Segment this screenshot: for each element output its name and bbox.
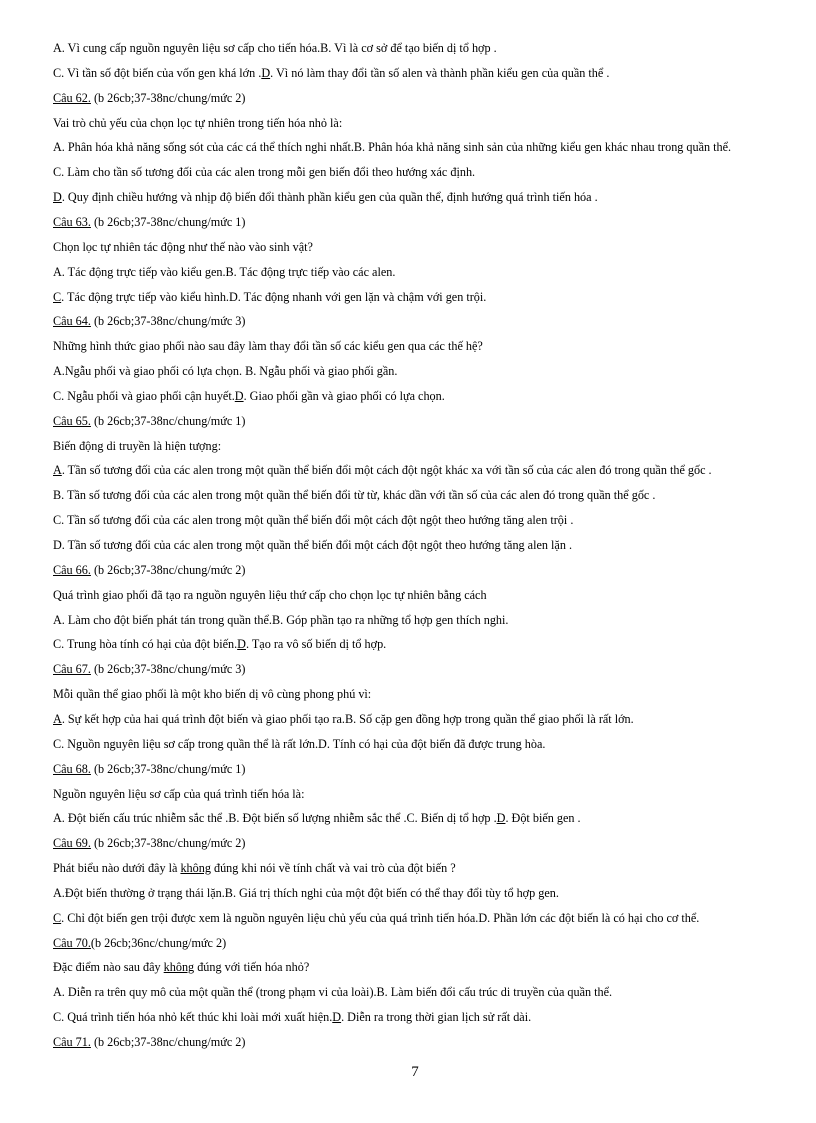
line-text: (b 26cb;37-38nc/chung/mức 3) <box>90 314 246 329</box>
line-text: (b 26cb;37-38nc/chung/mức 1) <box>90 761 246 776</box>
line-text: A. Diễn ra trên quy mô của một quần thể (trong phạm vi của loài).B. Làm biến đổi cấu trúc di truyền của quần thể. <box>53 985 613 1000</box>
text-line <box>53 835 245 851</box>
line-text: đúng khi nói về tính chất và vai trò của đột biến ? <box>210 861 456 876</box>
line-text: (b 26cb;37-38nc/chung/mức 2) <box>90 836 246 851</box>
line-text: (b 26cb;37-38nc/chung/mức 2) <box>90 90 246 105</box>
text-line <box>53 239 313 255</box>
text-line <box>53 90 245 106</box>
line-text: . Chỉ đột biến gen trội được xem là nguồn nguyên liệu chủ yếu của quá trình tiến hóa.D. Phần lớn các đột biến là có hại cho cơ thể. <box>61 910 700 925</box>
text-line <box>53 40 497 56</box>
text-line <box>53 487 655 503</box>
line-text: A. Phân hóa khả năng sống sót của các cá thể thích nghi nhất.B. Phân hóa khả năng sinh sản của những kiểu gen khác nhau trong quần thể. <box>53 140 732 155</box>
underlined-text: D <box>237 637 246 652</box>
line-text: Biến động di truyền là hiện tượng: <box>53 438 222 453</box>
line-text: C. Vì tần số đột biến của vốn gen khá lớn . <box>53 65 262 80</box>
underlined-text: D <box>496 811 506 826</box>
underlined-text: Câu 65. <box>53 413 91 428</box>
text-line <box>53 711 634 727</box>
underlined-text: D <box>53 190 62 205</box>
text-line <box>53 686 371 702</box>
line-text: C. Nguồn nguyên liệu sơ cấp trong quần thể là rất lớn.D. Tính có hại của đột biến đã được trung hòa. <box>53 736 546 751</box>
page-number: 7 <box>411 1064 419 1080</box>
line-text: . Đột biến gen . <box>505 811 581 826</box>
text-line <box>53 512 573 528</box>
underlined-text: Câu 69. <box>53 836 91 851</box>
text-line <box>53 65 609 81</box>
line-text: . Giao phối gần và giao phối có lựa chọn. <box>243 388 445 403</box>
line-text: . Vì nó làm thay đổi tần số alen và thành phần kiểu gen của quần thể . <box>270 65 610 80</box>
line-text: (b 26cb;37-38nc/chung/mức 1) <box>90 214 246 229</box>
text-line <box>53 388 445 404</box>
text-line <box>53 910 699 926</box>
underlined-text: Câu 67. <box>53 662 91 677</box>
line-text: C. Ngẫu phối và giao phối cận huyết. <box>53 388 235 403</box>
text-line <box>53 935 226 951</box>
line-text: . Sự kết hợp của hai quá trình đột biến và giao phối tạo ra.B. Số cặp gen đồng hợp trong quần thể giao phối là rất lớn. <box>61 711 634 726</box>
text-line <box>53 139 731 155</box>
line-text: Đặc điểm nào sau đây <box>53 960 164 975</box>
text-line <box>53 338 483 354</box>
underlined-text: C <box>53 289 62 304</box>
line-text: A. Làm cho đột biến phát tán trong quần thể.B. Góp phần tạo ra những tổ hợp gen thích nghi. <box>53 612 509 627</box>
underlined-text: không <box>180 861 211 876</box>
text-line <box>53 810 581 826</box>
line-text: A.Ngẫu phối và giao phối có lựa chọn. B. Ngẫu phối và giao phối gần. <box>53 364 398 379</box>
text-line <box>53 413 245 429</box>
text-line <box>53 1009 531 1025</box>
text-line <box>53 115 342 131</box>
line-text: Nguồn nguyên liệu sơ cấp của quá trình tiến hóa là: <box>53 786 305 801</box>
text-line <box>53 636 386 652</box>
underlined-text: D <box>234 388 244 403</box>
text-line <box>53 587 487 603</box>
text-line <box>53 214 245 230</box>
line-text: Mỗi quần thể giao phối là một kho biến dị vô cùng phong phú vì: <box>53 687 372 702</box>
text-line <box>53 363 397 379</box>
underlined-text: Câu 64. <box>53 314 91 329</box>
line-text: (b 26cb;37-38nc/chung/mức 2) <box>90 1035 246 1049</box>
line-text: . Diễn ra trong thời gian lịch sử rất dài. <box>341 1010 532 1025</box>
text-line <box>53 562 245 578</box>
line-text: A. Tác động trực tiếp vào kiểu gen.B. Tác động trực tiếp vào các alen. <box>53 264 396 279</box>
underlined-text: Câu 70. <box>53 935 91 950</box>
line-text: C. Quá trình tiến hóa nhỏ kết thúc khi loài mới xuất hiện. <box>53 1010 333 1025</box>
underlined-text: không <box>163 960 195 975</box>
underlined-text: Câu 62. <box>53 90 91 105</box>
underlined-text: Câu 71. <box>53 1035 91 1049</box>
underlined-text: Câu 63. <box>53 214 91 229</box>
text-line <box>53 959 309 975</box>
line-text: (b 26cb;36nc/chung/mức 2) <box>90 935 227 950</box>
underlined-text: Câu 66. <box>53 562 91 577</box>
line-text: B. Tần số tương đối của các alen trong một quần thể biến đổi từ từ, khác dần với tần số của các alen đó trong quần thể gốc . <box>53 488 656 503</box>
underlined-text: D <box>332 1010 342 1025</box>
text-line <box>53 612 508 628</box>
text-line <box>53 885 559 901</box>
line-text: A.Đột biến thường ở trạng thái lặn.B. Giá trị thích nghi của một đột biến có thể thay đổi tùy tổ hợp gen. <box>53 885 559 900</box>
line-text: (b 26cb;37-38nc/chung/mức 1) <box>90 413 246 428</box>
line-text: Những hình thức giao phối nào sau đây làm thay đổi tần số các kiểu gen qua các thế hệ? <box>53 339 483 354</box>
line-text: . Tần số tương đối của các alen trong một quần thể biến đổi một cách đột ngột khác xa với tần số của các alen đó trong quần thể gốc . <box>61 463 712 478</box>
line-text: . Quy định chiều hướng và nhịp độ biến đổi thành phần kiểu gen của quần thể, định hướng quá trình tiến hóa . <box>61 190 598 205</box>
line-text: Quá trình giao phối đã tạo ra nguồn nguyên liệu thứ cấp cho chọn lọc tự nhiên bằng cách <box>53 587 487 602</box>
line-text: C. Trung hòa tính có hại của đột biến. <box>53 637 238 652</box>
underlined-text: Câu 68. <box>53 761 91 776</box>
text-line <box>53 164 475 180</box>
underlined-text: A <box>53 711 62 726</box>
line-text: (b 26cb;37-38nc/chung/mức 2) <box>90 562 246 577</box>
text-line <box>53 786 304 802</box>
underlined-text: A <box>53 463 62 478</box>
line-text: . Tạo ra vô số biến dị tổ hợp. <box>245 637 387 652</box>
text-line <box>53 761 245 777</box>
text-line <box>53 438 221 454</box>
line-text: C. Tần số tương đối của các alen trong một quần thể biến đổi một cách đột ngột theo hướng tăng alen trội . <box>53 513 574 528</box>
line-text: . Tác động trực tiếp vào kiểu hình.D. Tác động nhanh với gen lặn và chậm với gen trội. <box>61 289 487 304</box>
text-line <box>53 537 572 553</box>
underlined-text: D <box>261 65 271 80</box>
line-text: D. Tần số tương đối của các alen trong một quần thể biến đổi một cách đột ngột theo hướng tăng alen lặn . <box>53 538 573 552</box>
line-text: Chọn lọc tự nhiên tác động như thế nào vào sinh vật? <box>53 239 313 254</box>
line-text: (b 26cb;37-38nc/chung/mức 3) <box>90 662 246 677</box>
line-text: Vai trò chủ yếu của chọn lọc tự nhiên trong tiến hóa nhỏ là: <box>53 115 343 130</box>
line-text: C. Làm cho tần số tương đối của các alen trong mỗi gen biến đổi theo hướng xác định. <box>53 165 476 180</box>
underlined-text: C <box>53 910 62 925</box>
text-line <box>53 264 395 280</box>
text-line <box>53 189 598 205</box>
line-text: Phát biểu nào dưới đây là <box>53 861 181 876</box>
text-line <box>53 313 245 329</box>
text-line <box>53 1034 245 1050</box>
text-line <box>53 860 456 876</box>
line-text: A. Vì cung cấp nguồn nguyên liệu sơ cấp cho tiến hóa.B. Vì là cơ sở để tạo biến dị tổ hợp . <box>53 41 497 55</box>
text-line <box>53 289 486 305</box>
text-line <box>53 661 245 677</box>
text-line <box>53 984 612 1000</box>
text-line <box>53 736 545 752</box>
line-text: đúng với tiến hóa nhỏ? <box>194 960 310 975</box>
text-line <box>53 462 712 478</box>
line-text: A. Đột biến cấu trúc nhiễm sắc thể .B. Đột biến số lượng nhiễm sắc thể .C. Biến dị tổ hợp . <box>53 811 497 826</box>
